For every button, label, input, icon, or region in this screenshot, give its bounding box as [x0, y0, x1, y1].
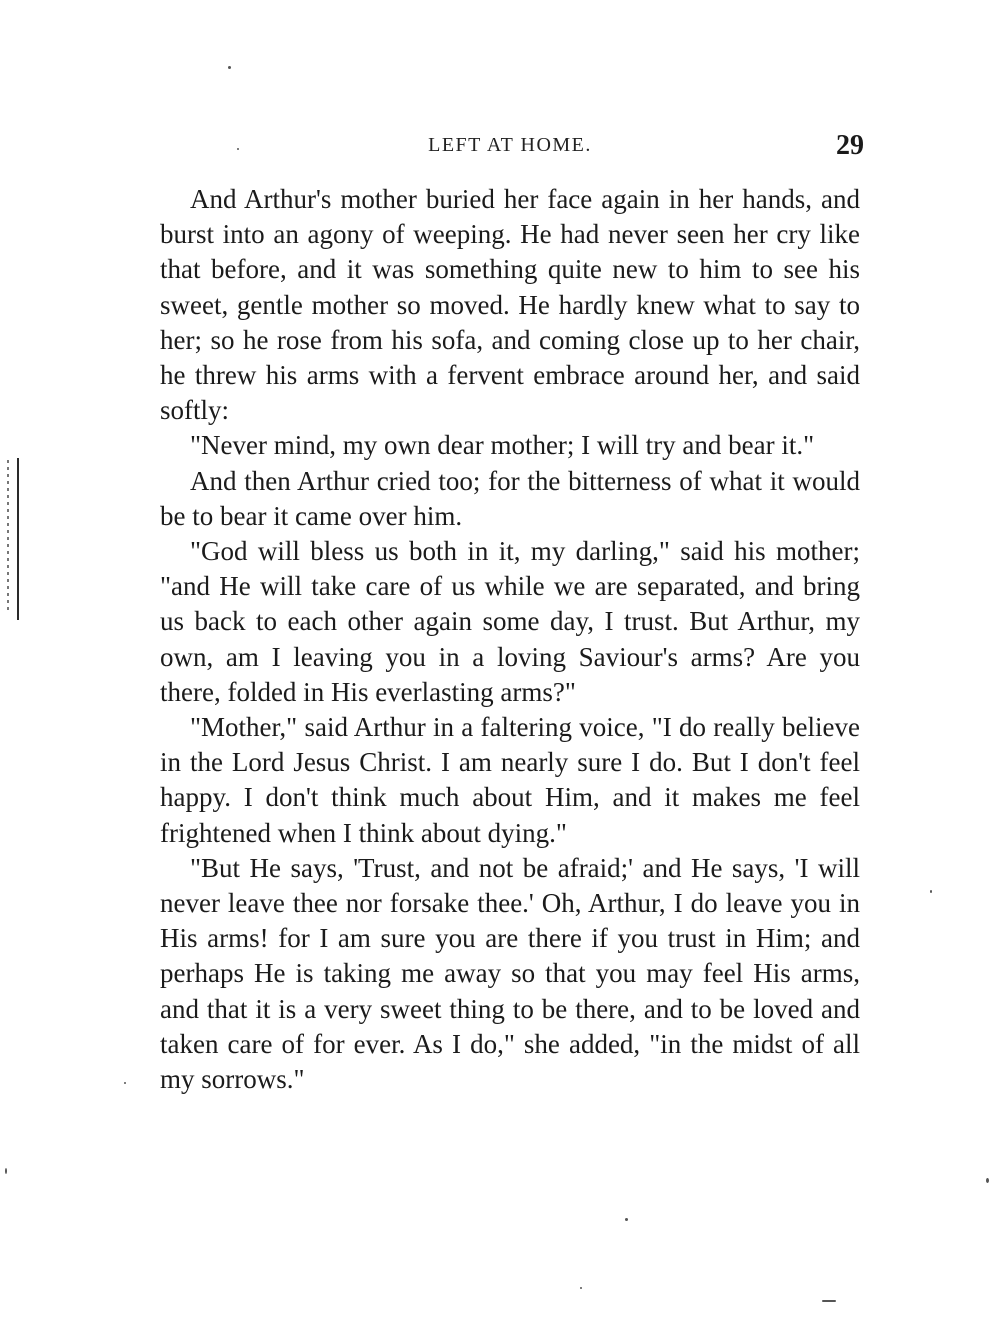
running-title: LEFT AT HOME.	[428, 134, 592, 156]
paragraph: "God will bless us both in it, my darling," said his mother; "and He will take care of us while we are separated, and bring us back to each other again some day, I trust. But Arthur, my own, am I leaving you in a loving Saviour's arms? Are you there, folded in His everlasting arms?"	[160, 536, 860, 707]
paper-speck	[124, 1082, 126, 1084]
paragraph: "But He says, 'Trust, and not be afraid;' and He says, 'I will never leave thee nor forsake thee.' Oh, Arthur, I do leave you in His arms! for I am sure you are there if you trust in Him; and perhaps He is taking me away so that you may feel His arms, and that it is a very sweet thing to be there, and to be loved and taken care of for ever. As I do," she added, "in the midst of all my sorrows."	[160, 852, 860, 1095]
paragraph: And then Arthur cried too; for the bitterness of what it would be to bear it came over him.	[160, 465, 860, 531]
paper-speck	[625, 1218, 628, 1221]
page-number: 29	[836, 130, 864, 161]
running-head	[160, 128, 864, 168]
paper-speck	[580, 1287, 582, 1289]
paper-speck	[228, 66, 231, 69]
paragraph: "Never mind, my own dear mother; I will try and bear it."	[190, 430, 815, 461]
paper-speck	[237, 148, 239, 150]
paper-speck	[822, 1300, 836, 1302]
paper-speck	[986, 1178, 989, 1183]
paragraph: And Arthur's mother buried her face again in her hands, and burst into an agony of weeping. He had never seen her cry like that before, and it was something quite new to him to see his sweet, gentle mother so moved. He hardly knew what to say to her; so he rose from his sofa, and coming close up to her chair, he threw his arms with a fervent embrace around her, and said softly:	[160, 184, 860, 426]
body-text	[160, 182, 860, 1097]
paper-speck	[5, 1168, 7, 1174]
paper-speck	[930, 890, 932, 893]
binding-edge-mark	[17, 458, 25, 620]
paragraph: "Mother," said Arthur in a faltering voice, "I do really believe in the Lord Jesus Christ. I am nearly sure I do. But I don't feel happy. I don't think much about Him, and it makes me feel frightened when I think about dying."	[160, 712, 860, 848]
